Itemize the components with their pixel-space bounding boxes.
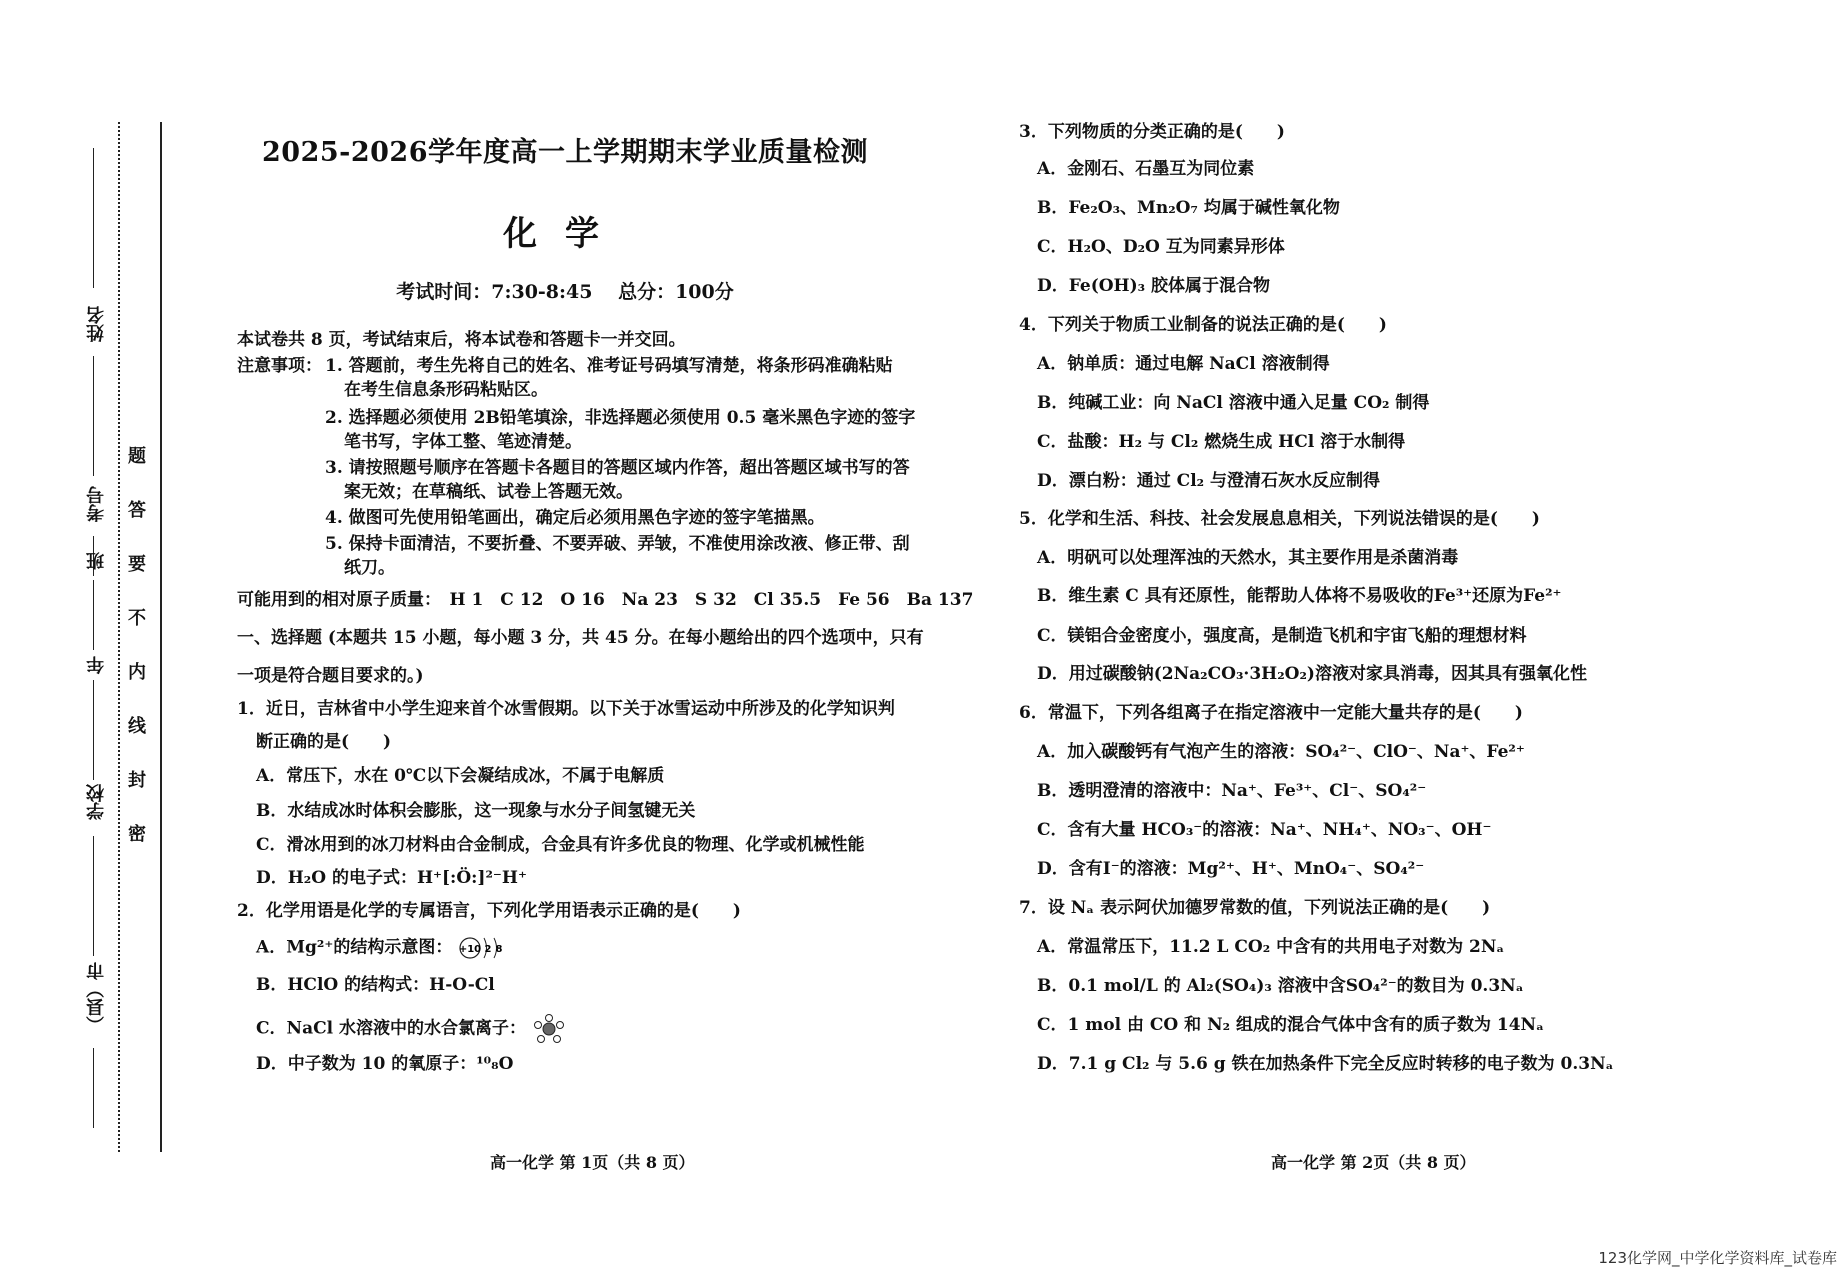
- question-7-option-b: B．0.1 mol/L 的 Al₂(SO₄)₃ 溶液中含SO₄²⁻的数目为 0.3Nₐ: [1037, 976, 1524, 996]
- notice-item-3a: 3. 请按照题号顺序在答题卡各题目的答题区域内作答，超出答题区域书写的答: [325, 458, 910, 478]
- city-label: （县）市: [86, 962, 107, 1034]
- notice-label: 注意事项：: [237, 356, 322, 376]
- seal-char: 答: [128, 500, 146, 521]
- question-1-option-c: C．滑冰用到的冰刀材料由合金制成，合金具有许多优良的物理、化学或机械性能: [256, 835, 865, 855]
- question-2-option-b: B．HClO 的结构式：H-O-Cl: [256, 975, 495, 995]
- question-3-option-b: B．Fe₂O₃、Mn₂O₇ 均属于碱性氧化物: [1037, 198, 1340, 218]
- watermark: 123化学网_中学化学资料库_试卷库: [1598, 1249, 1837, 1267]
- question-4-option-a: A．钠单质：通过电解 NaCl 溶液制得: [1037, 354, 1330, 374]
- notice-item-3b: 案无效；在草稿纸、试卷上答题无效。: [344, 482, 633, 502]
- footer-page-2: 高一化学 第 2页（共 8 页）: [1271, 1153, 1476, 1172]
- question-2-option-a: [256, 934, 508, 962]
- question-3-option-c: C．H₂O、D₂O 互为同素异形体: [1037, 237, 1285, 257]
- seal-char: 内: [128, 662, 146, 683]
- seal-char: 密: [128, 824, 146, 845]
- question-2-option-c: [256, 1012, 566, 1046]
- question-7-stem: 7．设 Nₐ 表示阿伏加德罗常数的值，下列说法正确的是( ): [1019, 898, 1491, 918]
- question-6-option-b: B．透明澄清的溶液中：Na⁺、Fe³⁺、Cl⁻、SO₄²⁻: [1037, 781, 1427, 801]
- question-3-stem: 3．下列物质的分类正确的是( ): [1019, 122, 1285, 142]
- question-7-option-c: C．1 mol 由 CO 和 N₂ 组成的混合气体中含有的质子数为 14Nₐ: [1037, 1015, 1545, 1035]
- section-heading-1: 一、选择题 (本题共 15 小题，每小题 3 分，共 45 分。在每小题给出的四个选项中，只有: [237, 628, 924, 648]
- section-heading-2: 一项是符合题目要求的。): [237, 666, 424, 686]
- hydrated-chloride-ion-diagram: [532, 1012, 566, 1046]
- question-1-option-d: D．H₂O 的电子式：H⁺[:Ö:]²⁻H⁺: [256, 868, 527, 888]
- exam-no-label: 考号: [86, 486, 107, 522]
- grade-underline: [93, 580, 94, 650]
- name-underline: [93, 148, 94, 288]
- notice-item-1a: 1. 答题前，考生先将自己的姓名、准考证号码填写清楚，将条形码准确粘贴: [325, 356, 893, 376]
- exam-info: 考试时间：7:30-8:45 总分：100分: [396, 281, 734, 303]
- grade-label: 年: [86, 656, 107, 674]
- mg-nucleus-label: +10: [459, 944, 482, 955]
- binding-solid-rule: [160, 122, 162, 1152]
- intro-text: 本试卷共 8 页，考试结束后，将本试卷和答题卡一并交回。: [237, 330, 686, 350]
- seal-char: 不: [128, 608, 146, 629]
- question-1-stem-a: 1．近日，吉林省中小学生迎来首个冰雪假期。以下关于冰雪运动中所涉及的化学知识判: [237, 699, 895, 719]
- notice-item-5b: 纸刀。: [344, 558, 395, 578]
- page-2: [921, 0, 1843, 1276]
- city-underline-2: [93, 1048, 94, 1128]
- question-4-option-d: D．漂白粉：通过 Cl₂ 与澄清石灰水反应制得: [1037, 471, 1381, 491]
- city-underline: [93, 836, 94, 956]
- question-2-option-a-text: A．Mg²⁺的结构示意图：: [256, 937, 453, 958]
- seal-char: 线: [128, 716, 146, 737]
- school-label: 学校: [86, 784, 107, 820]
- question-4-stem: 4．下列关于物质工业制备的说法正确的是( ): [1019, 315, 1387, 335]
- question-7-option-d: D．7.1 g Cl₂ 与 5.6 g 铁在加热条件下完全反应时转移的电子数为 0.3Nₐ: [1037, 1054, 1614, 1074]
- question-5-option-b: B．维生素 C 具有还原性，能帮助人体将不易吸收的Fe³⁺还原为Fe²⁺: [1037, 586, 1562, 606]
- question-5-option-a: A．明矾可以处理浑浊的天然水，其主要作用是杀菌消毒: [1037, 548, 1459, 568]
- seal-char: 要: [128, 554, 146, 575]
- notice-item-2b: 笔书写，字体工整、笔迹清楚。: [344, 432, 582, 452]
- mg-shell-2-label: 8: [495, 944, 503, 955]
- exam-title: 2025-2026学年度高一上学期期末学业质量检测: [262, 137, 868, 168]
- question-1-option-a: A．常压下，水在 0℃以下会凝结成冰，不属于电解质: [256, 766, 665, 786]
- notice-item-1b: 在考生信息条形码粘贴区。: [344, 380, 548, 400]
- footer-page-1: 高一化学 第 1页（共 8 页）: [490, 1153, 695, 1172]
- atomic-masses: 可能用到的相对原子质量： H 1 C 12 O 16 Na 23 S 32 Cl 35.5 Fe 56 Ba 137: [237, 590, 974, 610]
- question-4-option-b: B．纯碱工业：向 NaCl 溶液中通入足量 CO₂ 制得: [1037, 393, 1430, 413]
- question-7-option-a: A．常温常压下，11.2 L CO₂ 中含有的共用电子对数为 2Nₐ: [1037, 937, 1505, 957]
- question-2-option-c-text: C．NaCl 水溶液中的水合氯离子：: [256, 1018, 526, 1039]
- question-2-stem: 2．化学用语是化学的专属语言，下列化学用语表示正确的是( ): [237, 901, 741, 921]
- question-1-stem-b: 断正确的是( ): [256, 732, 392, 752]
- subject-title: 化学: [503, 214, 627, 254]
- question-3-option-a: A．金刚石、石墨互为同位素: [1037, 159, 1255, 179]
- name-label: 姓名: [86, 306, 107, 342]
- seal-char: 封: [128, 770, 146, 791]
- question-6-stem: 6．常温下，下列各组离子在指定溶液中一定能大量共存的是( ): [1019, 703, 1523, 723]
- binding-dotted-rule: [118, 122, 120, 1152]
- question-5-stem: 5．化学和生活、科技、社会发展息息相关，下列说法错误的是( ): [1019, 509, 1540, 529]
- question-6-option-c: C．含有大量 HCO₃⁻的溶液：Na⁺、NH₄⁺、NO₃⁻、OH⁻: [1037, 820, 1492, 840]
- question-6-option-d: D．含有I⁻的溶液：Mg²⁺、H⁺、MnO₄⁻、SO₄²⁻: [1037, 859, 1425, 879]
- school-underline: [93, 680, 94, 780]
- notice-item-4: 4. 做图可先使用铅笔画出，确定后必须用黑色字迹的签字笔描黑。: [325, 508, 825, 528]
- question-5-option-d: D．用过碳酸钠(2Na₂CO₃·3H₂O₂)溶液对家具消毒，因其具有强氧化性: [1037, 664, 1587, 684]
- exam-no-underline: [93, 356, 94, 476]
- notice-item-2a: 2. 选择题必须使用 2B铅笔填涂，非选择题必须使用 0.5 毫米黑色字迹的签字: [325, 408, 916, 428]
- question-4-option-c: C．盐酸：H₂ 与 Cl₂ 燃烧生成 HCl 溶于水制得: [1037, 432, 1406, 452]
- class-label: 班: [86, 552, 107, 570]
- question-1-option-b: B．水结成冰时体积会膨胀，这一现象与水分子间氢键无关: [256, 801, 696, 821]
- question-6-option-a: A．加入碳酸钙有气泡产生的溶液：SO₄²⁻、ClO⁻、Na⁺、Fe²⁺: [1037, 742, 1525, 762]
- notice-item-5a: 5. 保持卡面清洁，不要折叠、不要弄破、弄皱，不准使用涂改液、修正带、刮: [325, 534, 910, 554]
- mg-shell-1-label: 2: [484, 944, 492, 955]
- question-3-option-d: D．Fe(OH)₃ 胶体属于混合物: [1037, 276, 1271, 296]
- mg-ion-structure-diagram: [458, 934, 508, 962]
- question-2-option-d: D．中子数为 10 的氧原子：¹⁰₈O: [256, 1054, 514, 1074]
- seal-char: 题: [128, 446, 146, 467]
- question-5-option-c: C．镁铝合金密度小，强度高，是制造飞机和宇宙飞船的理想材料: [1037, 626, 1527, 646]
